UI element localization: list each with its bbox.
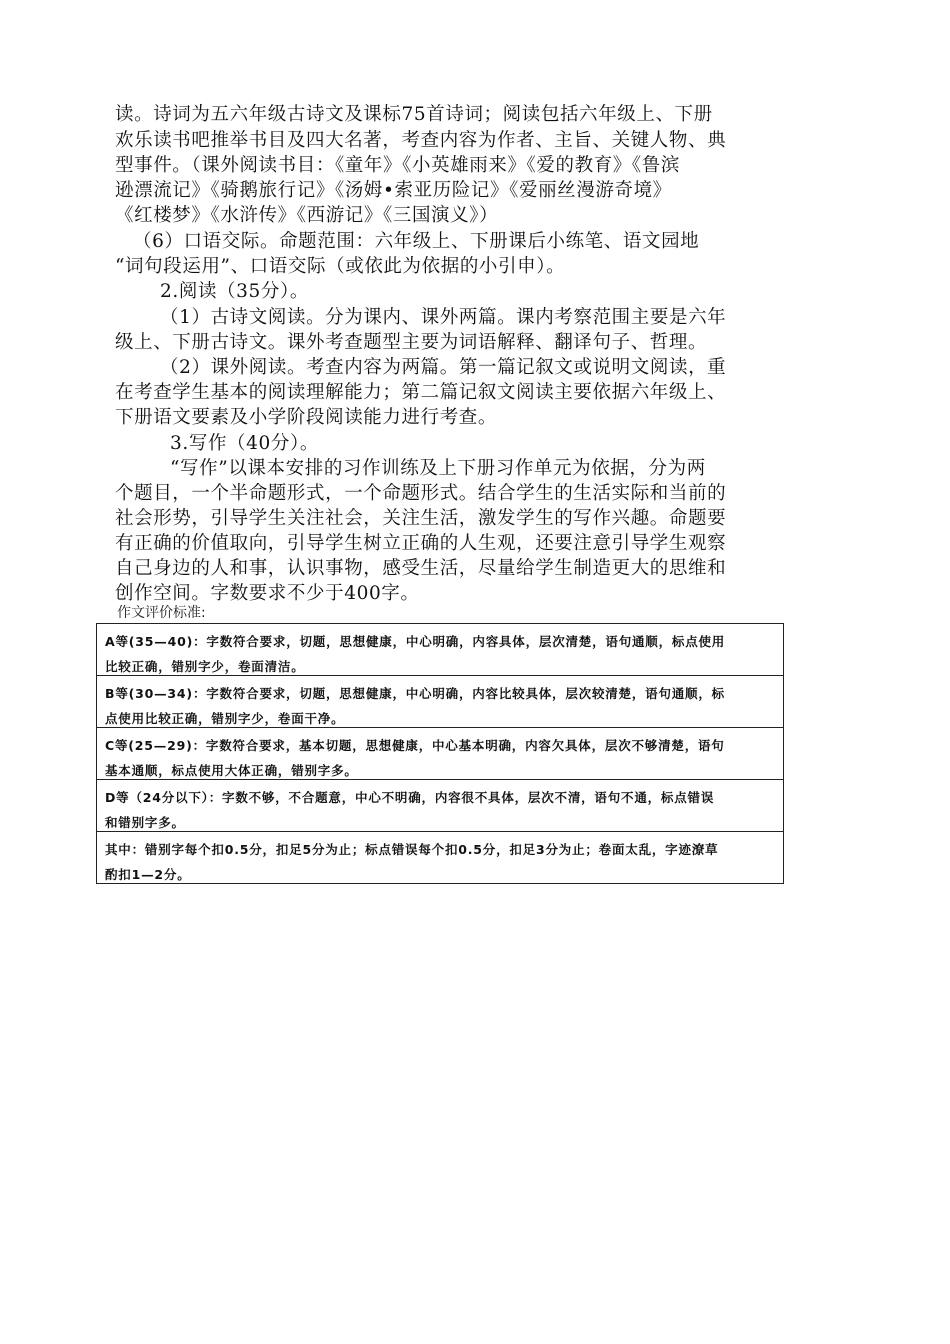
section-heading-writing: 3.写作（40分）。 [170, 433, 319, 454]
grading-row-line: 点使用比较正确，错别字少，卷面干净。 [105, 711, 345, 726]
body-line: “词句段运用”、口语交际（或依此为依据的小引申）。 [115, 256, 566, 277]
body-line: 型事件。（课外阅读书目：《童年》《小英雄雨来》《爱的教育》《鲁滨 [115, 155, 680, 176]
section-heading-reading: 2.阅读（35分）。 [160, 281, 309, 302]
body-line: 逊漂流记》《骑鹅旅行记》《汤姆•索亚历险记》《爱丽丝漫游奇境》 [115, 180, 672, 201]
grading-row-deductions [97, 832, 783, 883]
grading-row-line: 和错别字多。 [105, 815, 185, 830]
body-line: 在考查学生基本的阅读理解能力；第二篇记叙文阅读主要依据六年级上、 [115, 382, 727, 403]
body-line: 自己身边的人和事，认识事物，感受生活，尽量给学生制造更大的思维和 [115, 558, 727, 579]
body-line: 《红楼梦》《水浒传》《西游记》《三国演义》） [115, 205, 499, 226]
grading-row-line: B等(30—34)：字数符合要求，切题，思想健康，中心明确，内容比较具体，层次较清楚，语句通顺，标 [105, 686, 725, 701]
grading-row-line: A等(35—40)：字数符合要求，切题，思想健康，中心明确，内容具体，层次清楚，语句通顺，标点使用 [105, 634, 726, 649]
body-line: （2）课外阅读。考查内容为两篇。第一篇记叙文或说明文阅读，重 [160, 357, 727, 378]
grading-row-d [97, 780, 783, 832]
body-line: 读。诗词为五六年级古诗文及课标75首诗词；阅读包括六年级上、下册 [115, 104, 713, 125]
grading-row-c [97, 728, 783, 780]
grading-row-line: D等（24分以下）：字数不够，不合题意，中心不明确，内容很不具体，层次不清，语句不通，标点错误 [105, 790, 715, 805]
body-line: 下册语文要素及小学阶段阅读能力进行考查。 [115, 407, 498, 428]
grading-row-line: 其中：错别字每个扣0.5分，扣足5分为止；标点错误每个扣0.5分，扣足3分为止；卷面太乱，字迹潦草 [105, 842, 719, 857]
body-line: 个题目，一个半命题形式，一个命题形式。结合学生的生活实际和当前的 [115, 483, 727, 504]
body-line: 创作空间。字数要求不少于400字。 [115, 583, 420, 604]
grading-row-line: 酌扣1—2分。 [105, 867, 191, 882]
body-line: “写作”以课本安排的习作训练及上下册习作单元为依据，分为两 [170, 458, 706, 479]
body-line: （1）古诗文阅读。分为课内、课外两篇。课内考察范围主要是六年 [160, 307, 727, 328]
body-line: （6）口语交际。命题范围：六年级上、下册课后小练笔、语文园地 [133, 231, 700, 252]
body-line: 级上、下册古诗文。课外考查题型主要为词语解释、翻译句子、哲理。 [115, 332, 708, 353]
grading-criteria-table [96, 623, 784, 884]
grading-row-line: 基本通顺，标点使用大体正确，错别字多。 [105, 763, 358, 778]
grading-caption: 作文评价标准: [117, 605, 206, 621]
grading-row-a [97, 624, 783, 676]
body-line: 有正确的价值取向，引导学生树立正确的人生观，还要注意引导学生观察 [115, 533, 727, 554]
grading-row-b [97, 676, 783, 728]
grading-row-line: 比较正确，错别字少，卷面清洁。 [105, 659, 305, 674]
body-line: 欢乐读书吧推举书目及四大名著，考查内容为作者、主旨、关键人物、典 [115, 130, 727, 151]
body-line: 社会形势，引导学生关注社会，关注生活，激发学生的写作兴趣。命题要 [115, 508, 727, 529]
grading-row-line: C等(25—29)：字数符合要求，基本切题，思想健康，中心基本明确，内容欠具体，层次不够清楚，语句 [105, 738, 725, 753]
